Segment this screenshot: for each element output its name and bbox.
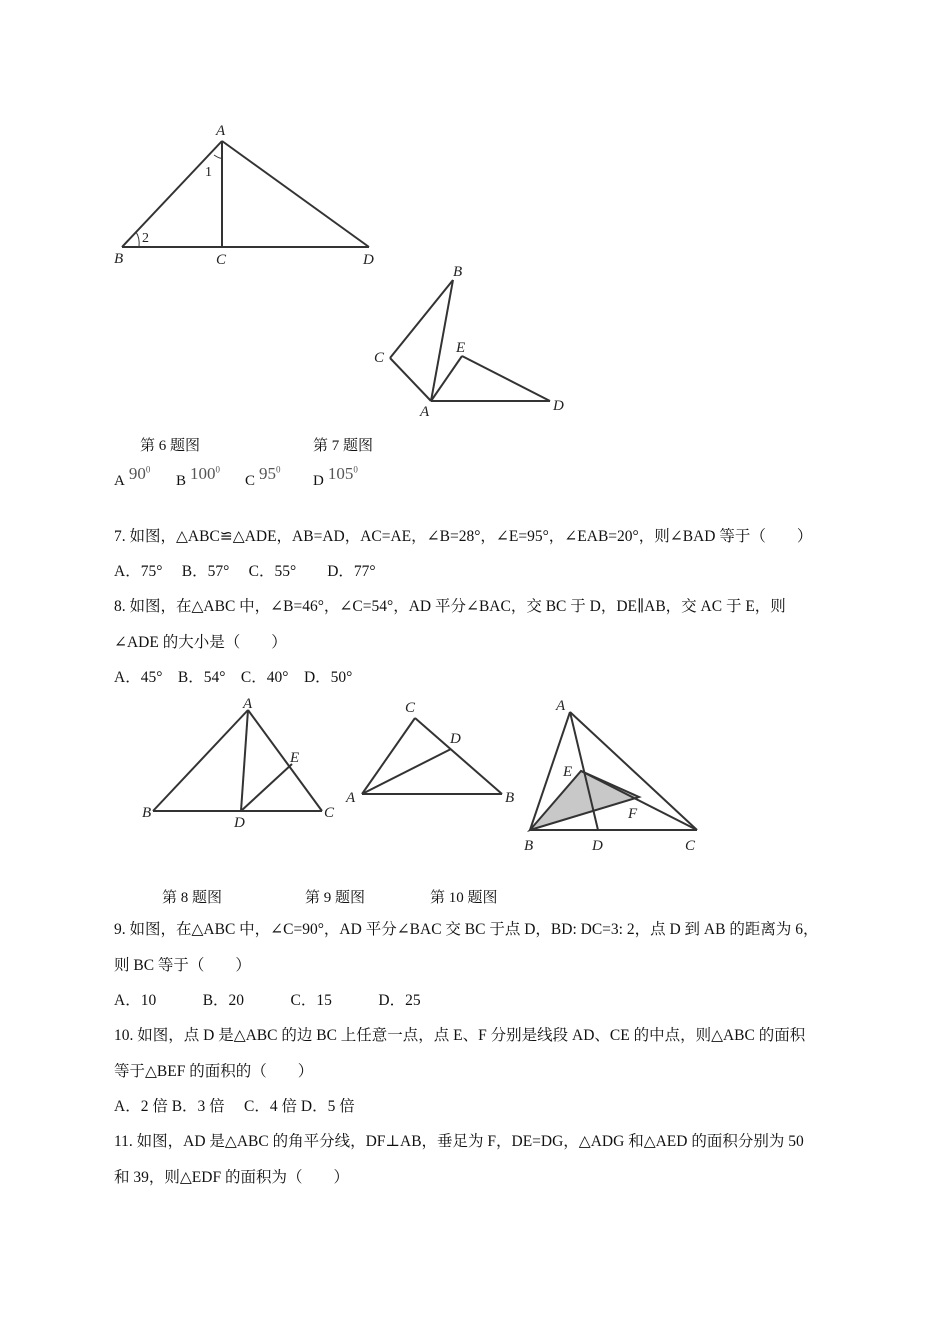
fig8-label-D: D	[234, 815, 245, 831]
q11-stem-line2: 和 39，则△EDF 的面积为（ ）	[114, 1169, 349, 1186]
fig6-label-B: B	[114, 251, 124, 267]
q10-options: A．2 倍 B．3 倍 C．4 倍 D．5 倍	[114, 1098, 355, 1115]
figure-10	[520, 696, 705, 856]
q11-stem-line1: 11. 如图，AD 是△ABC 的角平分线，DF⊥AB，垂足为 F，DE=DG，△ADG 和△AED 的面积分别为 50	[114, 1133, 804, 1150]
q6-option-c: C $95^0$	[245, 464, 281, 489]
q8-stem-line2: ∠ADE 的大小是（ ）	[114, 634, 287, 651]
fig6-caption: 第 6 题图	[140, 438, 201, 454]
fig7-label-D: D	[553, 398, 564, 414]
fig10-label-E: E	[563, 764, 573, 780]
fig6-label-C: C	[216, 252, 227, 268]
fig10-label-D: D	[592, 838, 603, 854]
q9-options: A．10 B．20 C．15 D．25	[114, 992, 421, 1009]
fig10-label-A: A	[556, 698, 566, 714]
fig6-label-D: D	[363, 252, 374, 268]
fig9-label-C: C	[405, 700, 416, 716]
q8-stem-line1: 8. 如图，在△ABC 中，∠B=46°，∠C=54°，AD 平分∠BAC，交 BC 于 D，DE∥AB，交 AC 于 E，则	[114, 598, 786, 615]
fig6-angle-1: 1	[205, 165, 212, 180]
fig6-label-A: A	[216, 123, 226, 139]
q7-options: A．75° B．57° C．55° D．77°	[114, 563, 376, 580]
q10-stem-line2: 等于△BEF 的面积的（ ）	[114, 1063, 314, 1080]
fig8-label-E: E	[290, 750, 300, 766]
q9-stem-line1: 9. 如图，在△ABC 中，∠C=90°，AD 平分∠BAC 交 BC 于点 D，BD: DC=3: 2，点 D 到 AB 的距离为 6，	[114, 921, 819, 938]
q10-stem-line1: 10. 如图，点 D 是△ABC 的边 BC 上任意一点，点 E、F 分别是线段 AD、CE 的中点，则△ABC 的面积	[114, 1027, 806, 1044]
q8-options: A．45° B．54° C．40° D．50°	[114, 669, 353, 686]
figure-9	[342, 696, 522, 811]
q7-stem: 7. 如图，△ABC≌△ADE，AB=AD，AC=AE，∠B=28°，∠E=95°，∠EAB=20°，则∠BAD 等于（ ）	[114, 528, 813, 545]
fig8-label-C: C	[324, 805, 335, 821]
q6-option-a: A $90^0$	[114, 464, 151, 489]
fig7-label-C: C	[374, 350, 385, 366]
figure-8	[140, 696, 340, 831]
fig10-label-C: C	[685, 838, 696, 854]
q6-option-b: B $100^0$	[176, 464, 221, 489]
fig7-label-E: E	[456, 340, 466, 356]
fig9-label-A: A	[346, 790, 356, 806]
figure-6	[110, 118, 390, 273]
fig8-caption: 第 8 题图	[162, 890, 223, 906]
fig7-caption: 第 7 题图	[313, 438, 374, 454]
fig9-label-B: B	[505, 790, 515, 806]
fig10-caption: 第 10 题图	[430, 890, 498, 906]
figure-7	[370, 262, 570, 422]
fig10-label-F: F	[628, 806, 638, 822]
fig8-label-B: B	[142, 805, 152, 821]
fig8-label-A: A	[243, 696, 253, 712]
fig10-label-B: B	[524, 838, 534, 854]
q6-option-d: D $105^0$	[313, 464, 358, 489]
fig9-caption: 第 9 题图	[305, 890, 366, 906]
fig9-label-D: D	[450, 731, 461, 747]
fig7-label-A: A	[420, 404, 430, 420]
fig6-angle-2: 2	[142, 231, 149, 246]
fig7-label-B: B	[453, 264, 463, 280]
q9-stem-line2: 则 BC 等于（ ）	[114, 957, 251, 974]
